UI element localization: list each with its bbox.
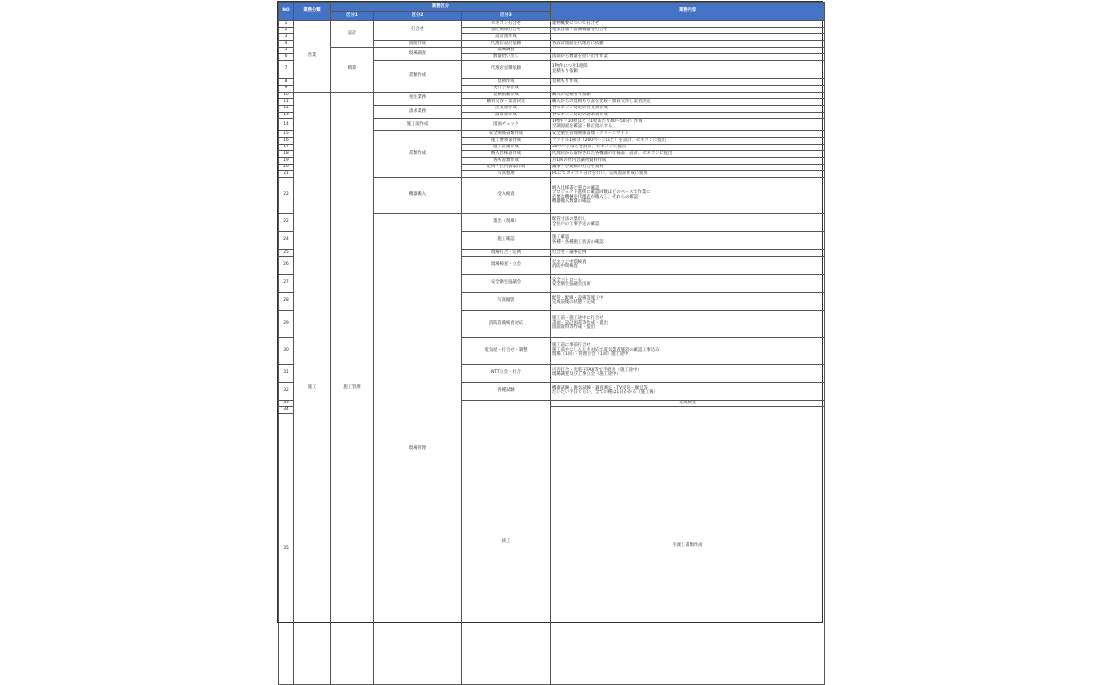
content-cell: 50ページほどを設計、ゼネコンに提出 [551,144,825,151]
row-no: 29 [279,310,294,337]
row-no: 11 [279,99,294,106]
k3-cell: 施工計画作成 [462,144,551,151]
business-classification-table [278,2,825,685]
row-no: 13 [279,112,294,119]
k3-cell: 数量拾い出し [462,54,551,61]
content-cell: 配管・配線・設備等施工中 完成前後の状態・完成 [551,292,825,310]
k2-cell: 施工図作成 [374,119,462,131]
k3-cell: 見積依頼作成 [462,92,551,99]
row-no: 19 [279,158,294,165]
k3-cell: ゼネコン打合せ [462,21,551,28]
content-cell: 可否打合・光電子FAX等で手続き（施工途中） 現場調査及び工事立会（施工途中） [551,364,825,382]
content-cell: 各ゼネコン対応の注文書作成 [551,105,825,112]
content-cell: 月1回の社内会議用資料作成 [551,158,825,165]
row-no: 22 [279,214,294,232]
k3-cell: 施工確認 [462,232,551,250]
k3-cell: 各所書類作成 [462,158,551,165]
content-cell: 安全衛生管理関係書類・グリーンサイト [551,131,825,138]
k1-cell: 設計 [331,21,374,48]
row-no: 16 [279,137,294,144]
k3-cell: 注文書作成 [462,105,551,112]
header-k3: 区分3 [462,12,551,21]
row-no: 4 [279,41,294,48]
content-cell: 打合せ・議事定例 [551,250,825,257]
content-cell: 各ゼネコン対応の請求書作成 [551,112,825,119]
row-no: 8 [279,79,294,86]
header-group: 業務区分 [331,3,551,12]
k1-cell: 竣工 [462,400,551,684]
k1-cell: 施工管理 [331,92,374,685]
k3-cell: 安全衛生協議会 [462,274,551,292]
row-no: 18 [279,151,294,158]
row-no: 24 [279,232,294,250]
content-cell: 見積もり作成 [551,79,825,86]
k3-cell: 意匠関係打合せ [462,27,551,34]
content-cell: ファイル1冊分（200ページほど）を設計、ゼネコンに提出 [551,137,825,144]
k3-cell: 各種試験 [462,382,551,400]
k2-cell: 引渡し書類作成 [551,407,825,685]
k3-cell: 写真整理 [462,171,551,178]
k1-cell: 積算 [331,47,374,92]
content-cell: 施工前・施工途中に打合せ 書面・設計図書等作成・提出 図面資料等作成・提出 [551,310,825,337]
row-no: 12 [279,105,294,112]
content-cell: 購入の見積もり依頼 [551,92,825,99]
row-no: 34 [279,407,294,414]
k3-cell: 図面チェック [462,119,551,131]
content-cell: 納入仕様書と照合の確認 プロジェクト進捗に確認回数ほどのペースで作業に 必要な機械を代理店が搬入し、それらの確認 機器搬入数量の確認 [551,178,825,214]
business-table-sheet [277,1,823,623]
k2-cell: 完成検査 [551,400,825,407]
row-no: 22 [279,178,294,214]
content-cell [551,34,825,41]
k2-cell: 現場管理 [374,214,462,685]
k3-cell: 安全関係書類作成 [462,131,551,138]
header-content: 業務内容 [551,3,825,21]
row-no: 33 [279,400,294,407]
row-no: 32 [279,382,294,400]
k2-cell: 機器搬入 [374,178,462,214]
content-cell: 各設計図面を代理店に依頼 [551,41,825,48]
k3-cell: 定例・社内書類作成 [462,164,551,171]
major-cell: 営業 [294,21,331,93]
k3-cell: 消防設備検査対応 [462,310,551,337]
content-cell: 図面から数量を拾い出す作業 [551,54,825,61]
row-no: 2 [279,27,294,34]
k3-cell: 代理店見積依頼 [462,61,551,79]
content-cell: 購入からの見積もり書を比較・値段交渉し業者決定 [551,99,825,106]
row-no: 7 [279,61,294,79]
row-no: 25 [279,250,294,257]
k2-cell: 図面作成 [374,41,462,48]
row-no: 6 [279,54,294,61]
row-no: 3 [279,34,294,41]
k3-cell: 納入仕様書作成 [462,151,551,158]
row-no: 26 [279,256,294,274]
k2-cell: 現場調査 [374,47,462,60]
content-cell: 安全パトロール 安全衛生協議会出席 [551,274,825,292]
k3-cell: 写真撮影 [462,292,551,310]
content-cell: 建物概要について打合せ [551,21,825,28]
k3-cell: 施工要領書作成 [462,137,551,144]
major-cell: 施工 [294,92,331,685]
content-cell: 代理店から取得された各機器の仕様書、設計、ゼネコンに提出 [551,151,825,158]
k3-cell: 現場調査 [462,47,551,54]
row-no: 17 [279,144,294,151]
k3-cell: 代理店設計依頼 [462,41,551,48]
content-cell: 1物件につき1週間 見積もり依頼 [551,61,825,79]
content-cell: 電気容量・設備機器等打合せ [551,27,825,34]
k3-cell: 請求書作成 [462,112,551,119]
row-no: 5 [279,47,294,54]
row-no: 35 [279,414,294,685]
k3-cell: 電気屋・打合せ・調整 [462,337,551,364]
header-major: 業務分類 [294,3,331,21]
row-no: 15 [279,131,294,138]
k3-cell: 現場検査・立会 [462,256,551,274]
k3-cell: NTT立会・打合 [462,364,551,382]
content-cell: 施工前に事前打合せ 施工前やにしんたき対応で電気業者施設の確認工事込み 現場（1回）・管理立会（1回）施工途中 [551,337,825,364]
row-no: 30 [279,337,294,364]
k3-cell: 墨出（現場） [462,214,551,232]
k3-cell: 現場打合・定例 [462,250,551,257]
k3-cell: 受入検査 [462,178,551,214]
k2-cell: 書類作成 [374,131,462,178]
row-no: 10 [279,92,294,99]
row-no: 1 [279,21,294,28]
k3-cell: 見積作成 [462,79,551,86]
k2-cell: 発注業務 [374,92,462,105]
content-cell: PCにてカテゴリ分けを行い、完成図書作成に使用 [551,171,825,178]
row-no: 31 [279,364,294,382]
row-no: 21 [279,171,294,178]
k2-cell: 打合せ [374,21,462,41]
row-no: 27 [279,274,294,292]
k3-cell: 実行予算作成 [462,85,551,92]
row-no: 14 [279,119,294,131]
header-k2: 区分2 [374,12,462,21]
row-no: 28 [279,292,294,310]
row-no: 20 [279,164,294,171]
content-cell: ゼネコン中間検査 消防中間検査 [551,256,825,274]
content-cell [551,47,825,54]
content-cell [551,85,825,92]
k2-cell: 書類作成 [374,61,462,92]
header-k1: 区分1 [331,12,374,21]
header-no: NO [279,3,294,21]
k3-cell: 設計図作成 [462,34,551,41]
content-cell: 1物件＝10枚ほど（1枚あたり40〜50分）作成 空調図面を確認・修正指示する [551,119,825,131]
content-cell: 議事・小規模の打合せ資料 [551,164,825,171]
content-cell: 機器試験・換気試験・調査測定・TV受信・騒音等 だいたい半日くらい、全ての種は1日かかる（施工後） [551,382,825,400]
content-cell: 配管寸法の墨出し 全住戸の工事予定の確認 [551,214,825,232]
k2-cell: 請求業務 [374,105,462,118]
k3-cell: 購買交渉・業者決定 [462,99,551,106]
content-cell: 施工確認 各種・各種施工状況の確認 [551,232,825,250]
row-no: 9 [279,85,294,92]
